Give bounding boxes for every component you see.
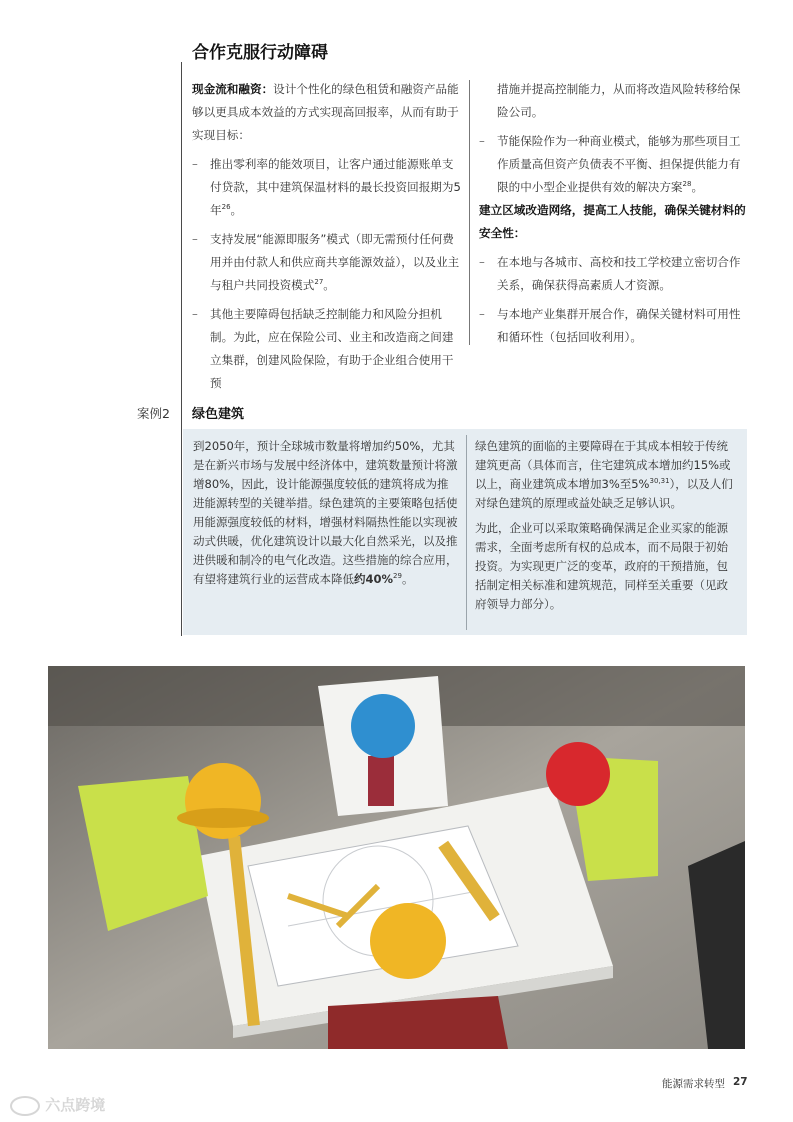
case-right-p1-tail: ），以及人们对绿色建筑的原理或益处缺乏足够认识。 — [475, 477, 733, 510]
left-column — [192, 78, 462, 395]
case-left-punct: 。 — [401, 572, 414, 586]
watermark-logo — [10, 1094, 105, 1116]
case-left-body: 到2050年，预计全球城市数量将增加约50%，尤其是在新兴市场与发展中经济体中，建筑数量预计将激增80%，因此，设计能源强度较低的建筑将成为推进能源转型的关键举措。绿色建筑的主要策略包括使用能源强度较低的材料，增强材料隔热性能以实现被动式供暖，优化建筑设计以最大化自然采光，以及推进供暖和制冷的电气化改造。这些措施的综合应用，有望将建筑行业的运营成本降低 — [193, 439, 458, 586]
section-title: 合作克服行动障碍 — [192, 43, 328, 63]
footnote-ref: 26 — [221, 203, 231, 212]
intro-label: 现金流和融资： — [192, 82, 274, 96]
intro-text: 设计个性化的绿色租赁和融资产品能够以更具成本效益的方式实现高回报率，从而有助于实现目标： — [192, 82, 459, 142]
watermark-icon — [10, 1096, 40, 1116]
list-item — [479, 130, 747, 199]
page-number: 27 — [733, 1076, 748, 1088]
left-margin-rule — [181, 62, 182, 636]
bullet-punct: 。 — [323, 278, 335, 292]
photo-illustration — [48, 666, 745, 1049]
bullet-text: 支持发展“能源即服务”模式（即无需预付任何费用并由付款人和供应商共享能源效益），以及业主与租户共同投资模式 — [210, 232, 460, 292]
case-column-divider — [466, 435, 467, 630]
footnote-ref: 28 — [682, 180, 692, 189]
footnote-ref: 27 — [314, 278, 324, 287]
list-item: – 与本地产业集群开展合作，确保关键材料可用性和循环性（包括回收利用）。 — [479, 303, 747, 349]
continued-text: 措施并提高控制能力，从而将改造风险转移给保险公司。 — [497, 82, 741, 119]
case-right-text — [475, 437, 739, 614]
right-column — [479, 78, 747, 349]
bullet-punct: 。 — [691, 180, 704, 194]
bullet-punct: 。 — [230, 203, 243, 217]
footnote-ref: 29 — [393, 572, 402, 581]
case-left-highlight: 约40% — [354, 572, 394, 586]
list-item — [192, 303, 462, 395]
bullet-text: 节能保险作为一种商业模式，能够为那些项目工作质量高但资产负债表不平衡、担保提供能力有限的中小型企业提供有效的解决方案 — [497, 134, 741, 194]
case-label: 案例2 — [137, 406, 170, 421]
list-item — [192, 228, 462, 297]
case-title: 绿色建筑 — [192, 407, 245, 422]
bullet-text: 其他主要障碍包括缺乏控制能力和风险分担机制。为此，应在保险公司、业主和改造商之间建立集群，创建风险保险，有助于企业组合使用干预 — [210, 307, 454, 390]
case-right-p2: 为此，企业可以采取策略确保满足企业买家的能源需求，全面考虑所有权的总成本，而不局限于初始投资。为实现更广泛的变革，政府的干预措施，包括制定相关标准和建筑规范，同样至关重要（见政府领导力部分）。 — [475, 521, 728, 611]
network-heading: 建立区域改造网络，提高工人技能，确保关键材料的安全性： — [479, 203, 746, 240]
case-right-p1: 绿色建筑的面临的主要障碍在于其成本相较于传统建筑更高（具体而言，住宅建筑成本增加约15%或以上，商业建筑成本增加3%至5% — [475, 439, 731, 491]
case-left-text — [193, 437, 459, 589]
intro-paragraph — [192, 78, 462, 147]
column-divider-rule — [469, 80, 470, 345]
footnote-ref: 30,31 — [649, 477, 670, 486]
list-item: – 在本地与各城市、高校和技工学校建立密切合作关系，确保获得高素质人才资源。 — [479, 251, 747, 297]
bullet-text: 推出零利率的能效项目，让客户通过能源账单支付贷款，其中建筑保温材料的最长投资回报期为5年 — [210, 157, 461, 217]
footer-section-name: 能源需求转型 — [662, 1078, 725, 1090]
list-item — [192, 153, 462, 222]
construction-workers-photo — [48, 666, 745, 1049]
watermark-text: 六点跨境 — [45, 1096, 106, 1114]
